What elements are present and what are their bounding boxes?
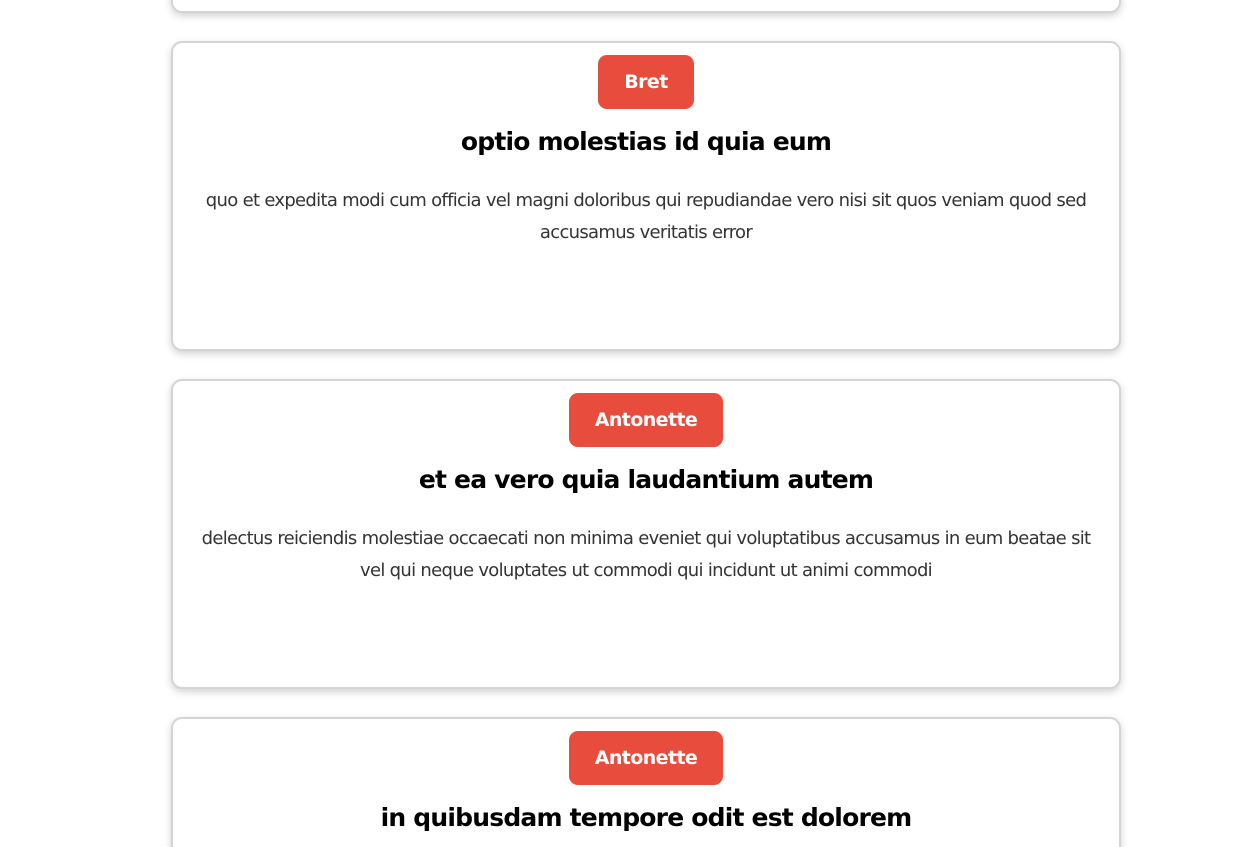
post-card [171, 379, 1121, 689]
post-card [171, 41, 1121, 351]
post-body: delectus reiciendis molestiae occaecati non minima eveniet qui voluptatibus accusamus in eum beatae sit vel qui neque voluptates ut commodi qui incidunt ut animi commodi [201, 528, 1091, 581]
post-card [171, 717, 1121, 847]
post-title: optio molestias id quia eum [460, 127, 832, 156]
post-title: in quibusdam tempore odit est dolorem [380, 803, 912, 832]
author-badge[interactable]: Antonette [569, 393, 723, 447]
author-badge[interactable]: Antonette [569, 731, 723, 785]
post-title: et ea vero quia laudantium autem [418, 465, 874, 494]
author-badge[interactable]: Bret [598, 55, 693, 109]
post-card-partial [171, 0, 1121, 13]
post-body: quo et expedita modi cum officia vel magni doloribus qui repudiandae vero nisi sit quos veniam quod sed accusamus veritatis error [205, 190, 1087, 243]
